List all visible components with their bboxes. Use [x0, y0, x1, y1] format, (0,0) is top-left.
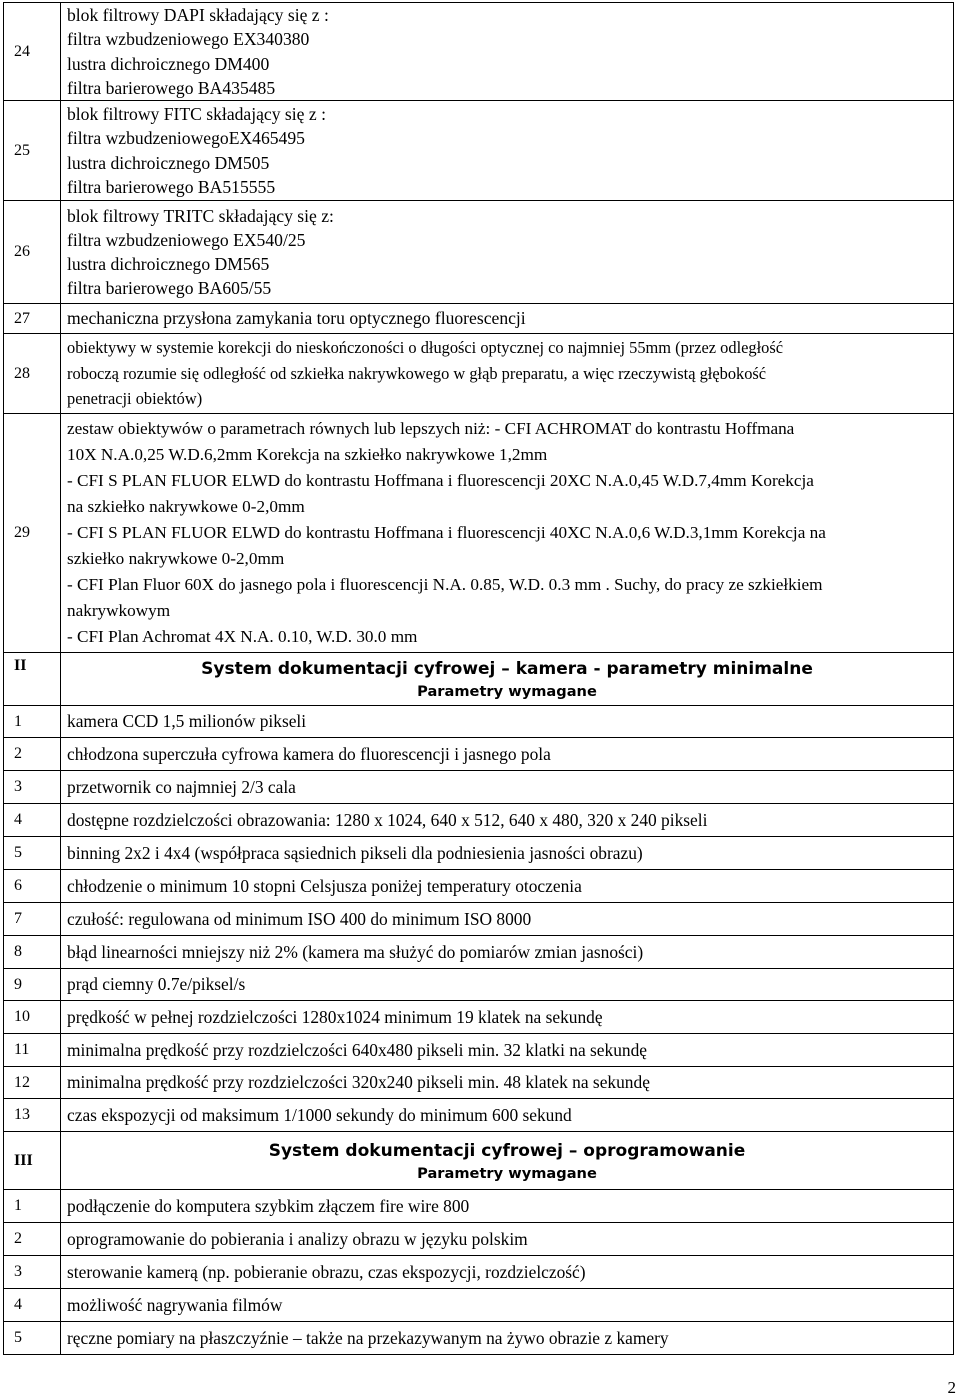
row-text: binning 2x2 i 4x4 (współpraca sąsiednich pikseli dla podniesienia jasności obrazu) [61, 837, 954, 870]
row-text: kamera CCD 1,5 milionów pikseli [61, 706, 954, 738]
row-text: prędkość w pełnej rozdzielczości 1280x1024 minimum 19 klatek na sekundę [61, 1001, 954, 1034]
text-line: mechaniczna przysłona zamykania toru optycznego fluorescencji [67, 308, 526, 329]
row-text: oprogramowanie do pobierania i analizy obrazu w języku polskim [61, 1223, 954, 1256]
table-row [4, 706, 954, 738]
table-row [4, 903, 954, 936]
table-row [4, 1322, 954, 1355]
section-header-row [4, 1132, 954, 1190]
specification-table [3, 2, 954, 1355]
row-number: 13 [4, 1099, 61, 1132]
table-row [4, 738, 954, 771]
row-text: przetwornik co najmniej 2/3 cala [61, 771, 954, 804]
table-row [4, 304, 954, 334]
text-line: obiektywy w systemie korekcji do nieskończoności o długości optycznej co najmniej 55mm (przez odległość [67, 338, 784, 358]
row-text: chłodzenie o minimum 10 stopni Celsjusza poniżej temperatury otoczenia [61, 870, 954, 903]
text-line: lustra dichroicznego DM505 [67, 152, 270, 173]
text-line: - CFI S PLAN FLUOR ELWD do kontrastu Hoffmana i fluorescencji 40XC N.A.0,6 W.D.3,1mm Korekcja na [67, 522, 826, 542]
text-line: - CFI S PLAN FLUOR ELWD do kontrastu Hoffmana i fluorescencji 20XC N.A.0,45 W.D.7,4mm Korekcja [67, 470, 814, 490]
row-text: dostępne rozdzielczości obrazowania: 1280 x 1024, 640 x 512, 640 x 480, 320 x 240 pikseli [61, 804, 954, 837]
text-line: filtra barierowego BA435485 [67, 77, 276, 98]
section-title: System dokumentacji cyfrowej – kamera - parametry minimalne [201, 659, 813, 679]
text-line: filtra wzbudzeniowego EX340380 [67, 29, 310, 50]
row-number: 6 [4, 870, 61, 903]
text-line: - CFI Plan Achromat 4X N.A. 0.10, W.D. 30.0 mm [67, 627, 418, 647]
table-row [4, 101, 954, 201]
row-number: 28 [4, 334, 61, 414]
row-number: 9 [4, 969, 61, 1001]
table-row [4, 771, 954, 804]
row-number: 4 [4, 1289, 61, 1322]
text-line: szkiełko nakrywkowe 0-2,0mm [67, 549, 285, 569]
table-row [4, 837, 954, 870]
row-number: 1 [4, 1190, 61, 1223]
text-line: filtra wzbudzeniowegoEX465495 [67, 128, 305, 149]
row-number: 24 [4, 3, 61, 101]
table-row [4, 1289, 954, 1322]
section-number: III [4, 1132, 61, 1190]
section-subtitle: Parametry wymagane [417, 683, 597, 700]
table-row [4, 969, 954, 1001]
text-line: - CFI Plan Fluor 60X do jasnego pola i fluorescencji N.A. 0.85, W.D. 0.3 mm . Suchy, do pracy ze szkiełkiem [67, 575, 823, 595]
text-line: penetracji obiektów) [67, 389, 203, 409]
table-row [4, 1099, 954, 1132]
text-line: nakrywkowym [67, 601, 171, 621]
row-text: minimalna prędkość przy rozdzielczości 320x240 pikseli min. 48 klatek na sekundę [61, 1067, 954, 1099]
table-row [4, 1034, 954, 1067]
text-line: filtra barierowego BA515555 [67, 176, 276, 197]
row-number: 12 [4, 1067, 61, 1099]
section-subtitle: Parametry wymagane [417, 1164, 597, 1182]
section-heading [61, 1132, 954, 1190]
text-line: blok filtrowy DAPI składający się z : [67, 5, 329, 26]
row-number: 3 [4, 771, 61, 804]
row-text: sterowanie kamerą (np. pobieranie obrazu, czas ekspozycji, rozdzielczość) [61, 1256, 954, 1289]
section-number: II [4, 653, 61, 706]
row-number: 1 [4, 706, 61, 738]
row-number: 4 [4, 804, 61, 837]
row-number: 25 [4, 101, 61, 201]
table-row [4, 936, 954, 969]
table-row [4, 1256, 954, 1289]
row-number: 10 [4, 1001, 61, 1034]
text-line: blok filtrowy FITC składający się z : [67, 104, 326, 125]
row-text [61, 334, 954, 414]
section-header-row [4, 653, 954, 706]
table-row [4, 414, 954, 653]
row-number: 11 [4, 1034, 61, 1067]
row-text [61, 414, 954, 653]
row-number: 3 [4, 1256, 61, 1289]
text-line: roboczą rozumie się odległość od szkiełka nakrywkowego w głąb preparatu, a więc rzeczywistą głębokość [67, 363, 767, 383]
row-text: minimalna prędkość przy rozdzielczości 640x480 pikseli min. 32 klatki na sekundę [61, 1034, 954, 1067]
row-text: czas ekspozycji od maksimum 1/1000 sekundy do minimum 600 sekund [61, 1099, 954, 1132]
page-number: 2 [947, 1378, 956, 1397]
table-row [4, 804, 954, 837]
row-number: 2 [4, 738, 61, 771]
row-number: 26 [4, 201, 61, 304]
text-line: lustra dichroicznego DM400 [67, 53, 270, 74]
row-number: 8 [4, 936, 61, 969]
table-row [4, 201, 954, 304]
row-number: 2 [4, 1223, 61, 1256]
row-number: 5 [4, 837, 61, 870]
row-text: prąd ciemny 0.7e/piksel/s [61, 969, 954, 1001]
row-text [61, 304, 954, 334]
table-row [4, 3, 954, 101]
table-row [4, 1001, 954, 1034]
row-number: 29 [4, 414, 61, 653]
text-line: zestaw obiektywów o parametrach równych lub lepszych niż: - CFI ACHROMAT do kontrastu Hoffmana [67, 418, 795, 438]
row-text [61, 101, 954, 201]
row-text: chłodzona superczuła cyfrowa kamera do fluorescencji i jasnego pola [61, 738, 954, 771]
table-row [4, 1067, 954, 1099]
table-row [4, 1223, 954, 1256]
table-row [4, 334, 954, 414]
table-row [4, 870, 954, 903]
row-number: 27 [4, 304, 61, 334]
row-text: podłączenie do komputera szybkim złączem fire wire 800 [61, 1190, 954, 1223]
text-line: 10X N.A.0,25 W.D.6,2mm Korekcja na szkiełko nakrywkowe 1,2mm [67, 444, 548, 464]
text-line: filtra barierowego BA605/55 [67, 278, 272, 299]
row-text [61, 201, 954, 304]
row-number: 5 [4, 1322, 61, 1355]
row-text: czułość: regulowana od minimum ISO 400 do minimum ISO 8000 [61, 903, 954, 936]
text-line: na szkiełko nakrywkowe 0-2,0mm [67, 496, 305, 516]
section-title: System dokumentacji cyfrowej – oprogramowanie [268, 1140, 746, 1161]
row-number: 7 [4, 903, 61, 936]
text-line: lustra dichroicznego DM565 [67, 254, 270, 274]
row-text: błąd linearności mniejszy niż 2% (kamera ma służyć do pomiarów zmian jasności) [61, 936, 954, 969]
row-text: ręczne pomiary na płaszczyźnie – także na przekazywanym na żywo obrazie z kamery [61, 1322, 954, 1355]
row-text: możliwość nagrywania filmów [61, 1289, 954, 1322]
row-text [61, 3, 954, 101]
table-row [4, 1190, 954, 1223]
text-line: filtra wzbudzeniowego EX540/25 [67, 229, 306, 250]
section-heading [61, 653, 954, 706]
text-line: blok filtrowy TRITC składający się z: [67, 205, 334, 226]
